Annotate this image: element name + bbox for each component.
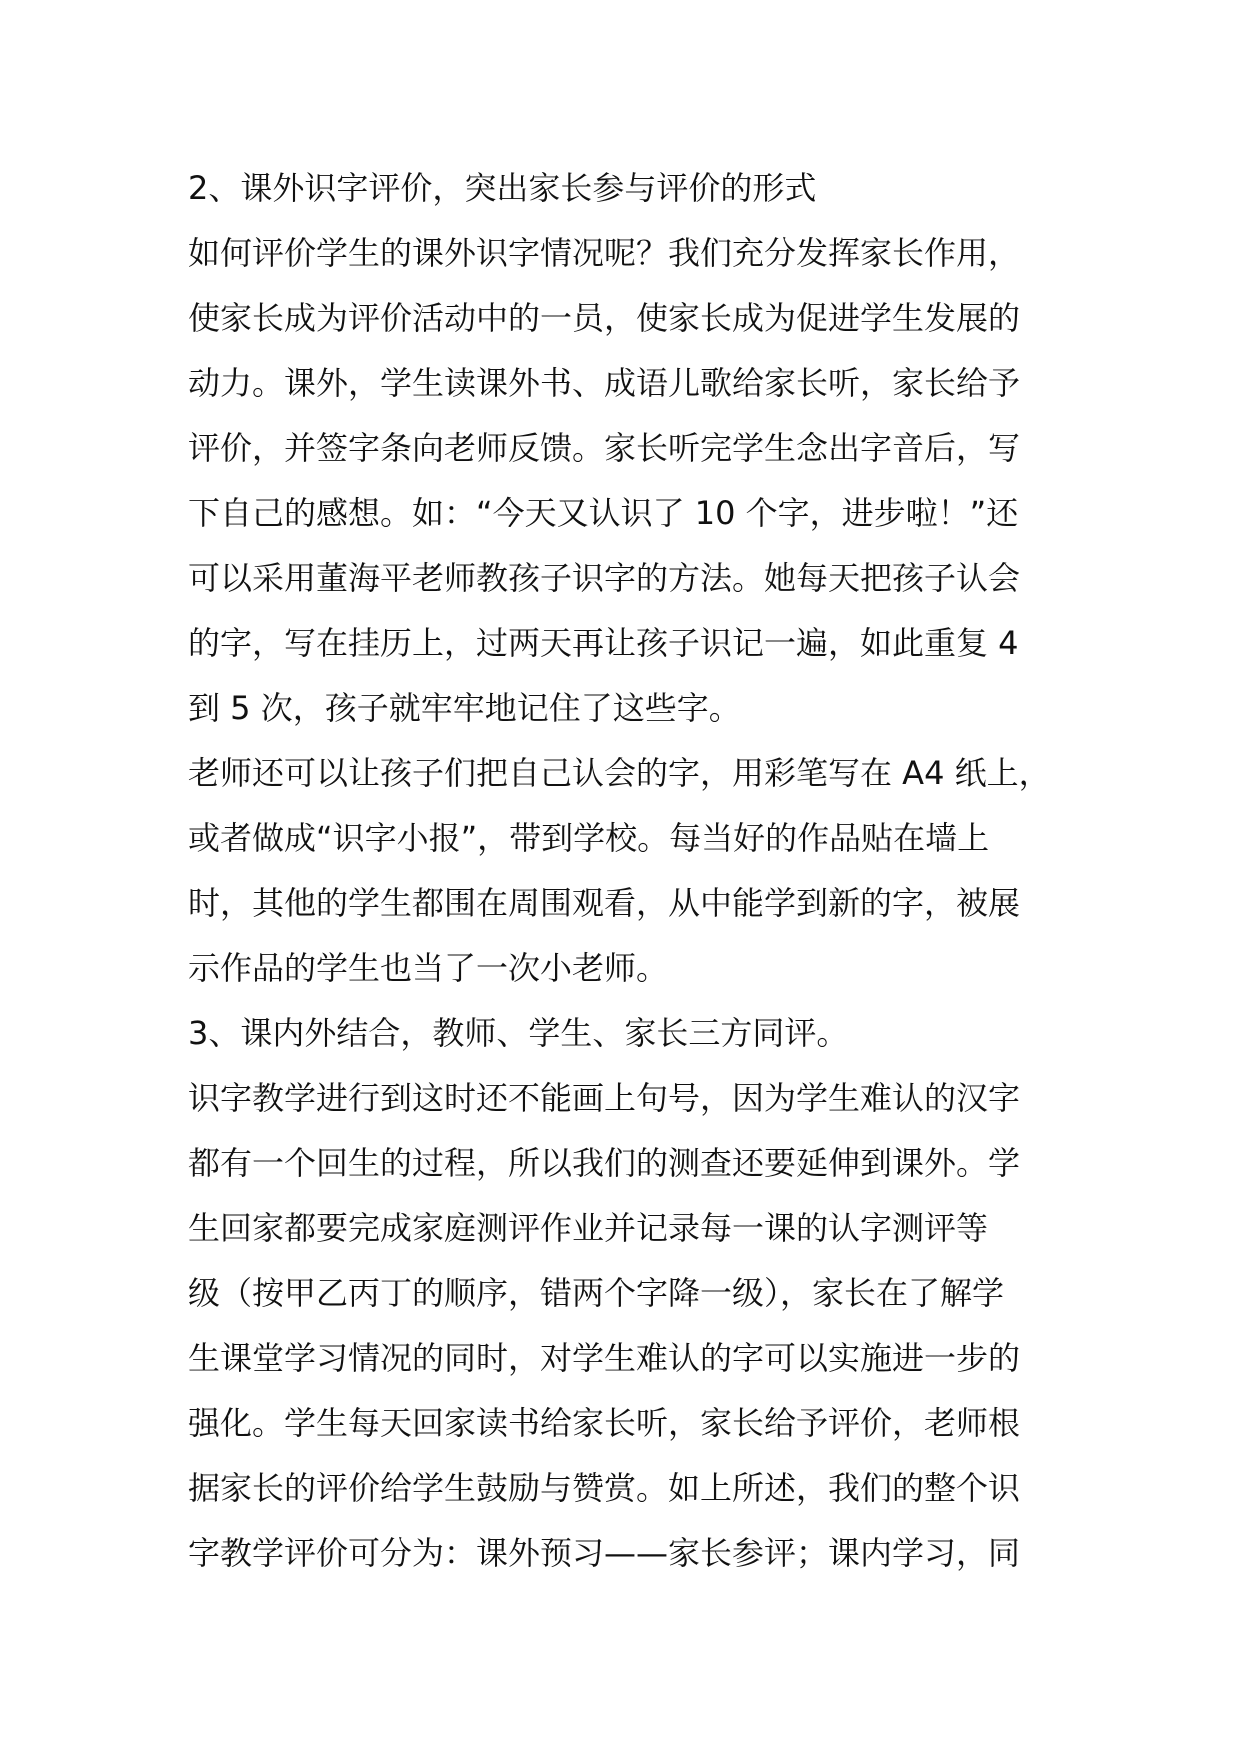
text-line: 动力。课外，学生读课外书、成语儿歌给家长听，家长给予 [188,364,1021,402]
text-line: 级（按甲乙丙丁的顺序，错两个字降一级），家长在了解学 [188,1274,1005,1312]
text-line: 示作品的学生也当了一次小老师。 [188,949,669,987]
text-line: 老师还可以让孩子们把自己认会的字，用彩笔写在 A4 纸上， [188,754,1051,792]
text-line: 识字教学进行到这时还不能画上句号，因为学生难认的汉字 [188,1079,1021,1117]
text-line: 如何评价学生的课外识字情况呢？我们充分发挥家长作用， [188,234,1021,272]
text-line: 字教学评价可分为：课外预习——家长参评；课内学习，同 [188,1534,1021,1572]
text-line: 使家长成为评价活动中的一员，使家长成为促进学生发展的 [188,299,1021,337]
text-line: 可以采用董海平老师教孩子识字的方法。她每天把孩子认会 [188,559,1021,597]
body-text [188,156,1068,1586]
text-line: 时，其他的学生都围在周围观看，从中能学到新的字，被展 [188,884,1021,922]
text-line: 生课堂学习情况的同时，对学生难认的字可以实施进一步的 [188,1339,1021,1377]
section-heading-3: 3、课内外结合，教师、学生、家长三方同评。 [188,1014,849,1052]
text-line: 强化。学生每天回家读书给家长听，家长给予评价，老师根 [188,1404,1021,1442]
text-line: 的字，写在挂历上，过两天再让孩子识记一遍，如此重复 4 [188,624,1019,662]
section-heading-2: 2、课外识字评价，突出家长参与评价的形式 [188,169,817,207]
text-line: 生回家都要完成家庭测评作业并记录每一课的认字测评等 [188,1209,989,1247]
text-line: 到 5 次，孩子就牢牢地记住了这些字。 [188,689,741,727]
text-line: 都有一个回生的过程，所以我们的测查还要延伸到课外。学 [188,1144,1021,1182]
text-line: 下自己的感想。如：“今天又认识了 10 个字，进步啦！”还 [188,494,1019,532]
text-line: 据家长的评价给学生鼓励与赞赏。如上所述，我们的整个识 [188,1469,1021,1507]
text-line: 评价，并签字条向老师反馈。家长听完学生念出字音后，写 [188,429,1021,467]
text-line: 或者做成“识字小报”，带到学校。每当好的作品贴在墙上 [188,819,990,857]
